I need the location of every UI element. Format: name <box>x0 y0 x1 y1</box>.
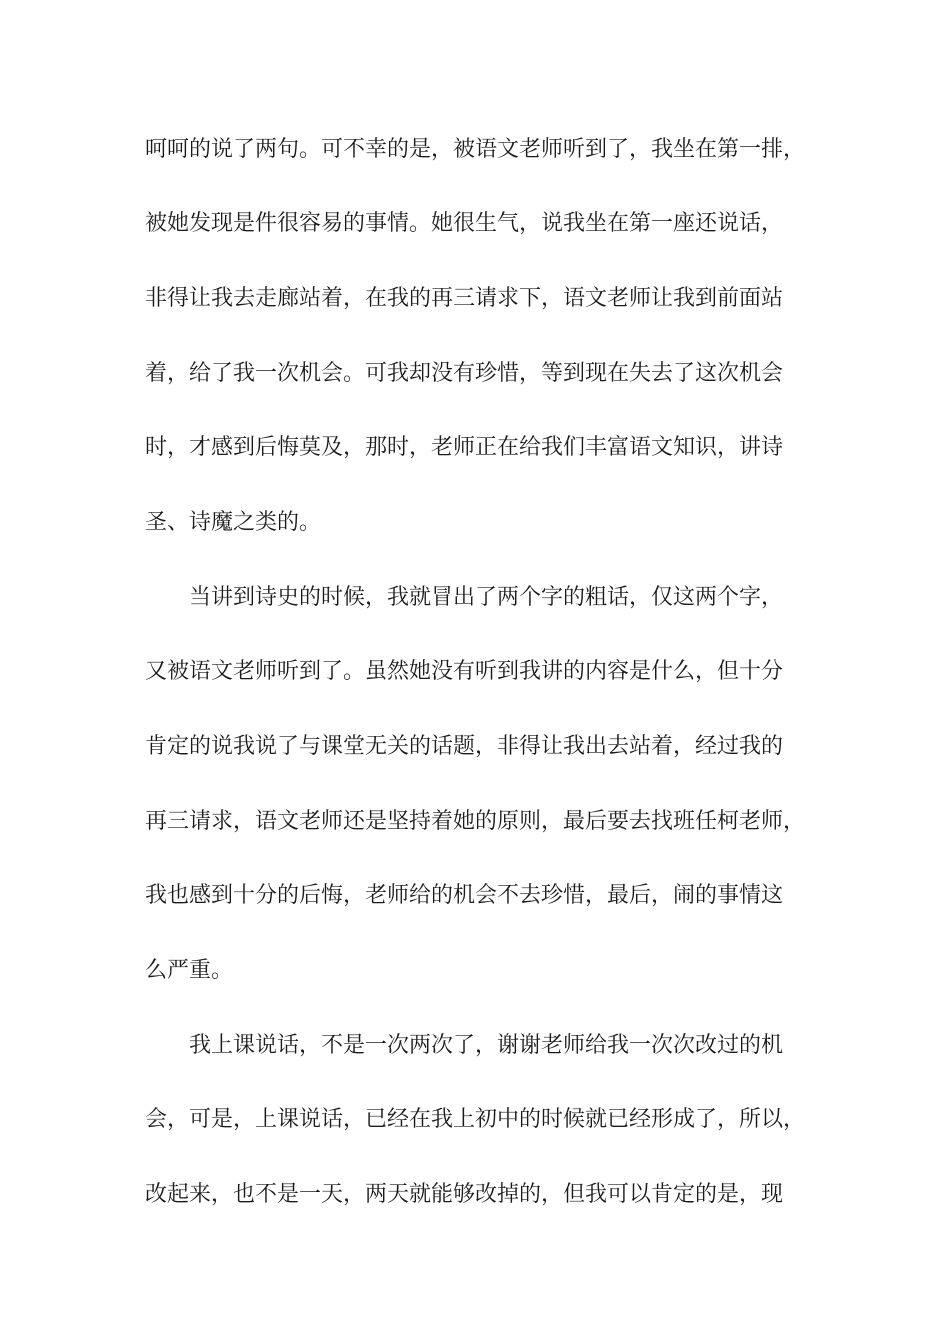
text-line: 我也感到十分的后悔，老师给的机会不去珍惜，最后，闹的事情这 <box>145 883 784 908</box>
text-line: 圣、诗魔之类的。 <box>145 510 322 535</box>
paragraph-first-line: 我上课说话，不是一次两次了，谢谢老师给我一次次改过的机 <box>189 1033 784 1058</box>
text-line: 呵呵的说了两句。可不幸的是，被语文老师听到了，我坐在第一排， <box>145 137 806 162</box>
text-line: 时，才感到后悔莫及，那时，老师正在给我们丰富语文知识，讲诗 <box>145 435 784 460</box>
paragraph-first-line: 当讲到诗史的时候，我就冒出了两个字的粗话，仅这两个字， <box>189 585 784 610</box>
text-line: 么严重。 <box>145 958 234 983</box>
text-line: 再三请求，语文老师还是坚持着她的原则，最后要去找班任柯老师， <box>145 809 806 834</box>
text-line: 肯定的说我说了与课堂无关的话题，非得让我出去站着，经过我的 <box>145 734 784 759</box>
text-line: 非得让我去走廊站着，在我的再三请求下，语文老师让我到前面站 <box>145 286 784 311</box>
text-line: 又被语文老师听到了。虽然她没有听到我讲的内容是什么，但十分 <box>145 659 784 684</box>
text-line: 会，可是，上课说话，已经在我上初中的时候就已经形成了，所以， <box>145 1107 806 1132</box>
text-line: 被她发现是件很容易的事情。她很生气，说我坐在第一座还说话， <box>145 211 784 236</box>
text-line: 改起来，也不是一天，两天就能够改掉的，但我可以肯定的是，现 <box>145 1182 784 1207</box>
text-line: 着，给了我一次机会。可我却没有珍惜，等到现在失去了这次机会 <box>145 361 784 386</box>
